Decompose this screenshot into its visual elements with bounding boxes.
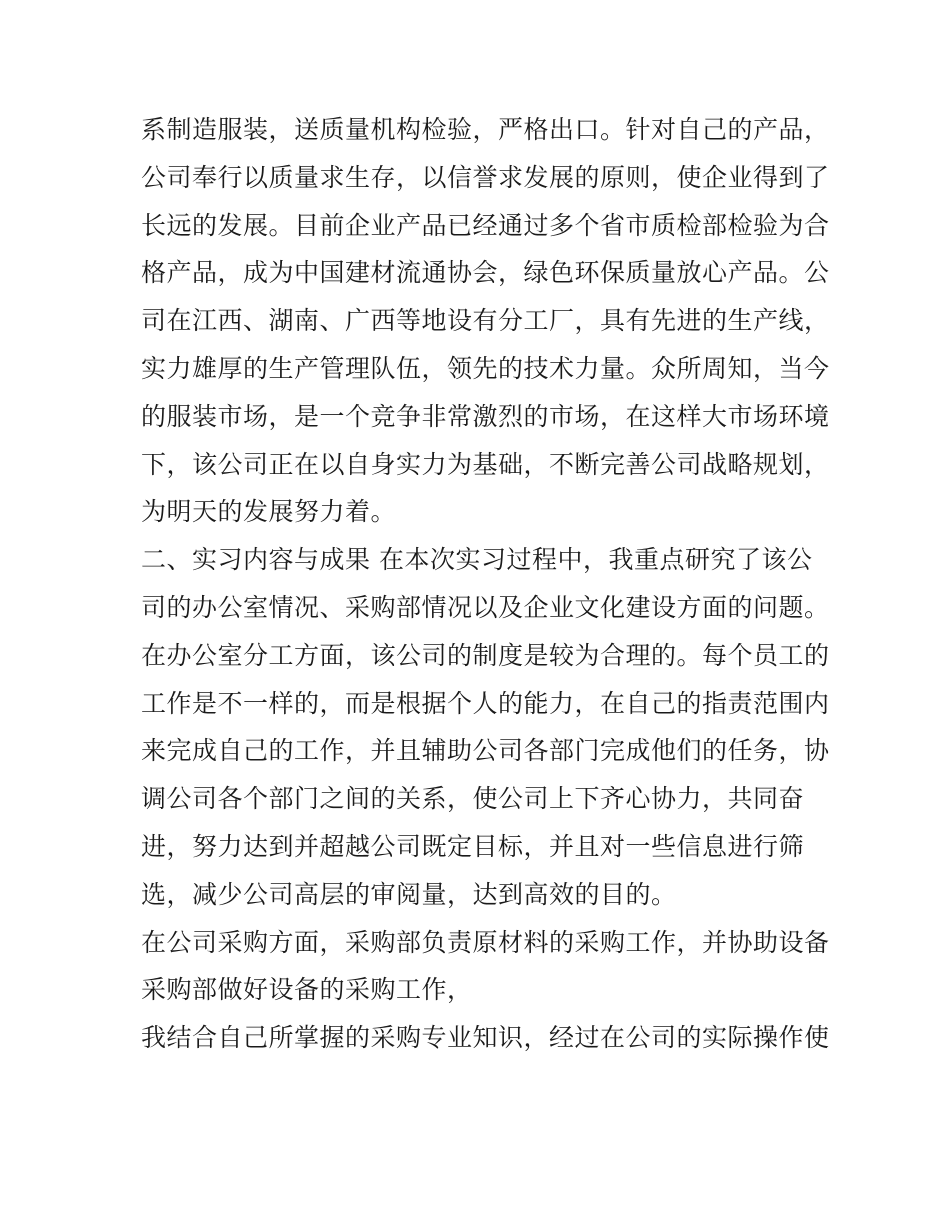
text-line: 下，该公司正在以自身实力为基础，不断完善公司战略规划， (141, 449, 830, 479)
text-line: 工作是不一样的，而是根据个人的能力，在自己的指责范围内 (141, 688, 830, 718)
text-line: 司在江西、湖南、广西等地设有分工厂，具有先进的生产线， (141, 306, 830, 336)
text-line: 司的办公室情况、采购部情况以及企业文化建设方面的问题。 (141, 592, 830, 622)
text-line: 进，努力达到并超越公司既定目标，并且对一些信息进行筛 (141, 831, 805, 861)
text-line: 的服装市场，是一个竞争非常激烈的市场，在这样大市场环境 (141, 401, 830, 431)
text-line: 公司奉行以质量求生存，以信誉求发展的原则，使企业得到了 (141, 162, 830, 192)
text-line: 来完成自己的工作，并且辅助公司各部门完成他们的任务，协 (141, 736, 830, 766)
body-text (141, 106, 830, 1062)
text-line: 格产品，成为中国建材流通协会，绿色环保质量放心产品。公 (141, 258, 830, 288)
text-line: 我结合自己所掌握的采购专业知识，经过在公司的实际操作使 (141, 1023, 830, 1053)
text-line: 实力雄厚的生产管理队伍，领先的技术力量。众所周知，当今 (141, 353, 830, 383)
text-line: 调公司各个部门之间的关系，使公司上下齐心协力，共同奋 (141, 784, 805, 814)
text-line: 在办公室分工方面，该公司的制度是较为合理的。每个员工的 (141, 640, 830, 670)
text-line: 在公司采购方面，采购部负责原材料的采购工作，并协助设备 (141, 927, 830, 957)
text-line: 系制造服装，送质量机构检验，严格出口。针对自己的产品， (141, 115, 830, 144)
text-line: 为明天的发展努力着。 (141, 497, 397, 527)
text-line: 选，减少公司高层的审阅量，达到高效的目的。 (141, 879, 677, 909)
section-heading-line: 二、实习内容与成果 在本次实习过程中，我重点研究了该公 (141, 545, 813, 575)
text-line: 长远的发展。目前企业产品已经通过多个省市质检部检验为合 (141, 210, 830, 240)
text-line: 采购部做好设备的采购工作， (141, 975, 473, 1005)
